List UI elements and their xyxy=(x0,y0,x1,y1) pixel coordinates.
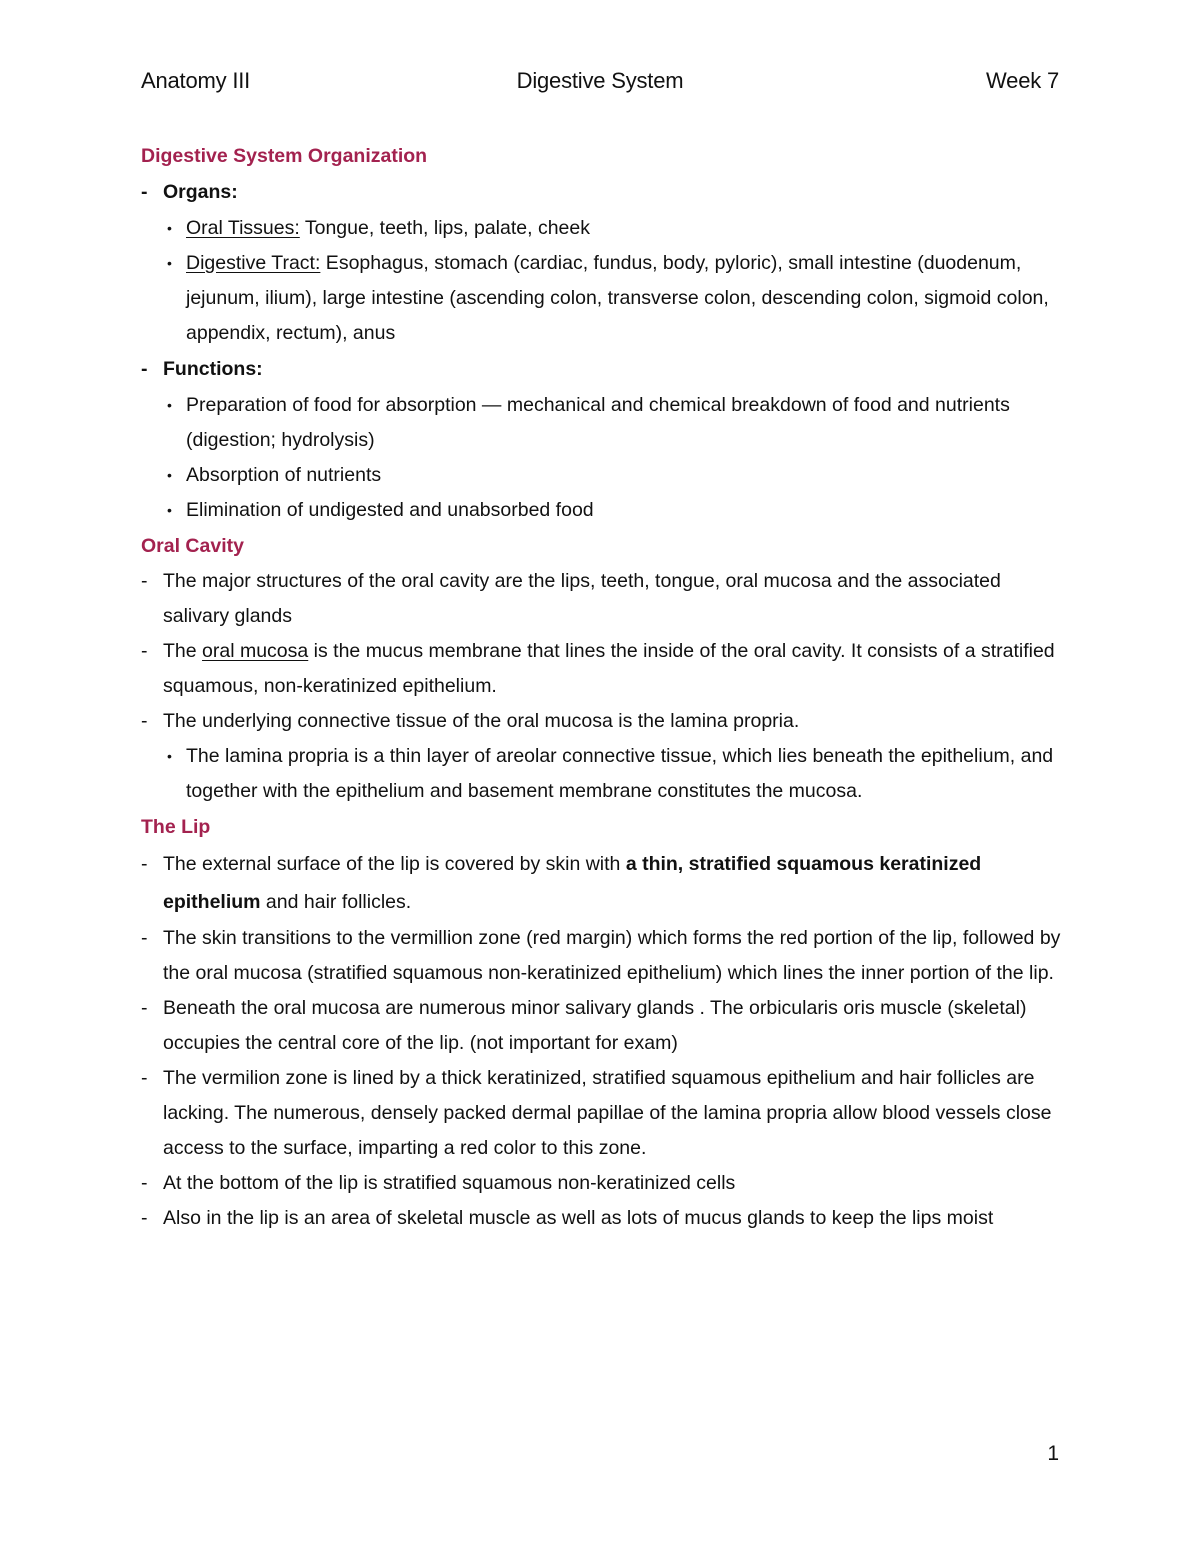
section-heading-organization: Digestive System Organization xyxy=(141,145,428,167)
header-course: Anatomy III xyxy=(141,68,251,93)
epithelium-emphasis: a thin, stratified squamous keratinized epithelium xyxy=(163,853,982,913)
oral-cavity-item xyxy=(141,564,1065,634)
paragraph-text: At the bottom of the lip is stratified squamous non-keratinized cells xyxy=(163,1172,736,1194)
function-text: Absorption of nutrients xyxy=(186,464,382,486)
header-week: Week 7 xyxy=(986,68,1059,93)
lip-item xyxy=(141,1201,1065,1236)
document-body xyxy=(141,138,1065,1236)
dash-marker: - xyxy=(141,640,148,662)
bullet-marker: • xyxy=(167,255,172,271)
dash-marker: - xyxy=(141,570,148,592)
section-heading-lip: The Lip xyxy=(141,816,211,838)
digestive-tract-item xyxy=(141,246,1065,351)
paragraph-text: The lamina propria is a thin layer of areolar connective tissue, which lies beneath the epithelium, and together with the epithelium and basement membrane constitutes the mucosa. xyxy=(186,745,1054,802)
bullet-marker: • xyxy=(167,397,172,413)
paragraph-text: and hair follicles. xyxy=(260,891,412,913)
functions-item xyxy=(141,351,1065,388)
lip-item xyxy=(141,1061,1065,1166)
digestive-tract-label: Digestive Tract: xyxy=(186,252,321,274)
paragraph-text: The xyxy=(163,640,203,662)
page-number: 1 xyxy=(1047,1442,1059,1465)
digestive-tract-text: Esophagus, stomach (cardiac, fundus, body, pyloric), small intestine (duodenum, jejunum, ilium), large intestine (ascending colon, transverse colon, descending colon, sigmoid colon, appendix, rectum), anus xyxy=(186,252,1049,344)
page-header xyxy=(141,68,1059,102)
oral-mucosa-term: oral mucosa xyxy=(202,640,309,662)
section-heading-oral-cavity: Oral Cavity xyxy=(141,535,244,557)
dash-marker: - xyxy=(141,927,148,949)
lip-item xyxy=(141,845,1065,921)
lip-item xyxy=(141,991,1065,1061)
paragraph-text: The major structures of the oral cavity are the lips, teeth, tongue, oral mucosa and the associated salivary glands xyxy=(163,570,1001,627)
lamina-propria-item xyxy=(141,739,1065,809)
oral-cavity-item xyxy=(141,704,1065,739)
dash-marker: - xyxy=(141,358,148,380)
paragraph-text: The underlying connective tissue of the oral mucosa is the lamina propria. xyxy=(163,710,800,732)
oral-tissues-item xyxy=(141,211,1065,246)
dash-marker: - xyxy=(141,1067,148,1089)
oral-tissues-label: Oral Tissues: xyxy=(186,217,300,239)
dash-marker: - xyxy=(141,181,148,203)
dash-marker: - xyxy=(141,997,148,1019)
dash-marker: - xyxy=(141,710,148,732)
function-item xyxy=(141,458,1065,493)
paragraph-text: Also in the lip is an area of skeletal muscle as well as lots of mucus glands to keep the lips moist xyxy=(163,1207,994,1229)
lip-item xyxy=(141,1166,1065,1201)
function-item xyxy=(141,388,1065,458)
organs-label: Organs: xyxy=(163,181,238,203)
dash-marker: - xyxy=(141,853,148,875)
bullet-marker: • xyxy=(167,467,172,483)
dash-marker: - xyxy=(141,1207,148,1229)
function-item xyxy=(141,493,1065,528)
paragraph-text: The vermilion zone is lined by a thick keratinized, stratified squamous epithelium and hair follicles are lacking. The numerous, densely packed dermal papillae of the lamina propria allow blood vessels close access to the surface, imparting a red color to this zone. xyxy=(163,1067,1052,1159)
oral-tissues-text: Tongue, teeth, lips, palate, cheek xyxy=(299,217,590,239)
bullet-marker: • xyxy=(167,502,172,518)
bullet-marker: • xyxy=(167,220,172,236)
bullet-marker: • xyxy=(167,748,172,764)
paragraph-text: The external surface of the lip is covered by skin with xyxy=(163,853,626,875)
paragraph-text: The skin transitions to the vermillion zone (red margin) which forms the red portion of the lip, followed by the oral mucosa (stratified squamous non-keratinized epithelium) which lines the inner portion of the lip. xyxy=(163,927,1061,984)
paragraph-text: Beneath the oral mucosa are numerous minor salivary glands . The orbicularis oris muscle (skeletal) occupies the central core of the lip. (not important for exam) xyxy=(163,997,1027,1054)
function-text: Preparation of food for absorption — mechanical and chemical breakdown of food and nutrients (digestion; hydrolysis) xyxy=(186,394,1010,451)
function-text: Elimination of undigested and unabsorbed food xyxy=(186,499,594,521)
oral-cavity-item xyxy=(141,634,1065,704)
dash-marker: - xyxy=(141,1172,148,1194)
paragraph-text: is the mucus membrane that lines the inside of the oral cavity. It consists of a stratified squamous, non-keratinized epithelium. xyxy=(163,640,1055,697)
lip-item xyxy=(141,921,1065,991)
organs-item xyxy=(141,174,1065,211)
header-topic: Digestive System xyxy=(516,68,684,93)
functions-label: Functions: xyxy=(163,358,263,380)
